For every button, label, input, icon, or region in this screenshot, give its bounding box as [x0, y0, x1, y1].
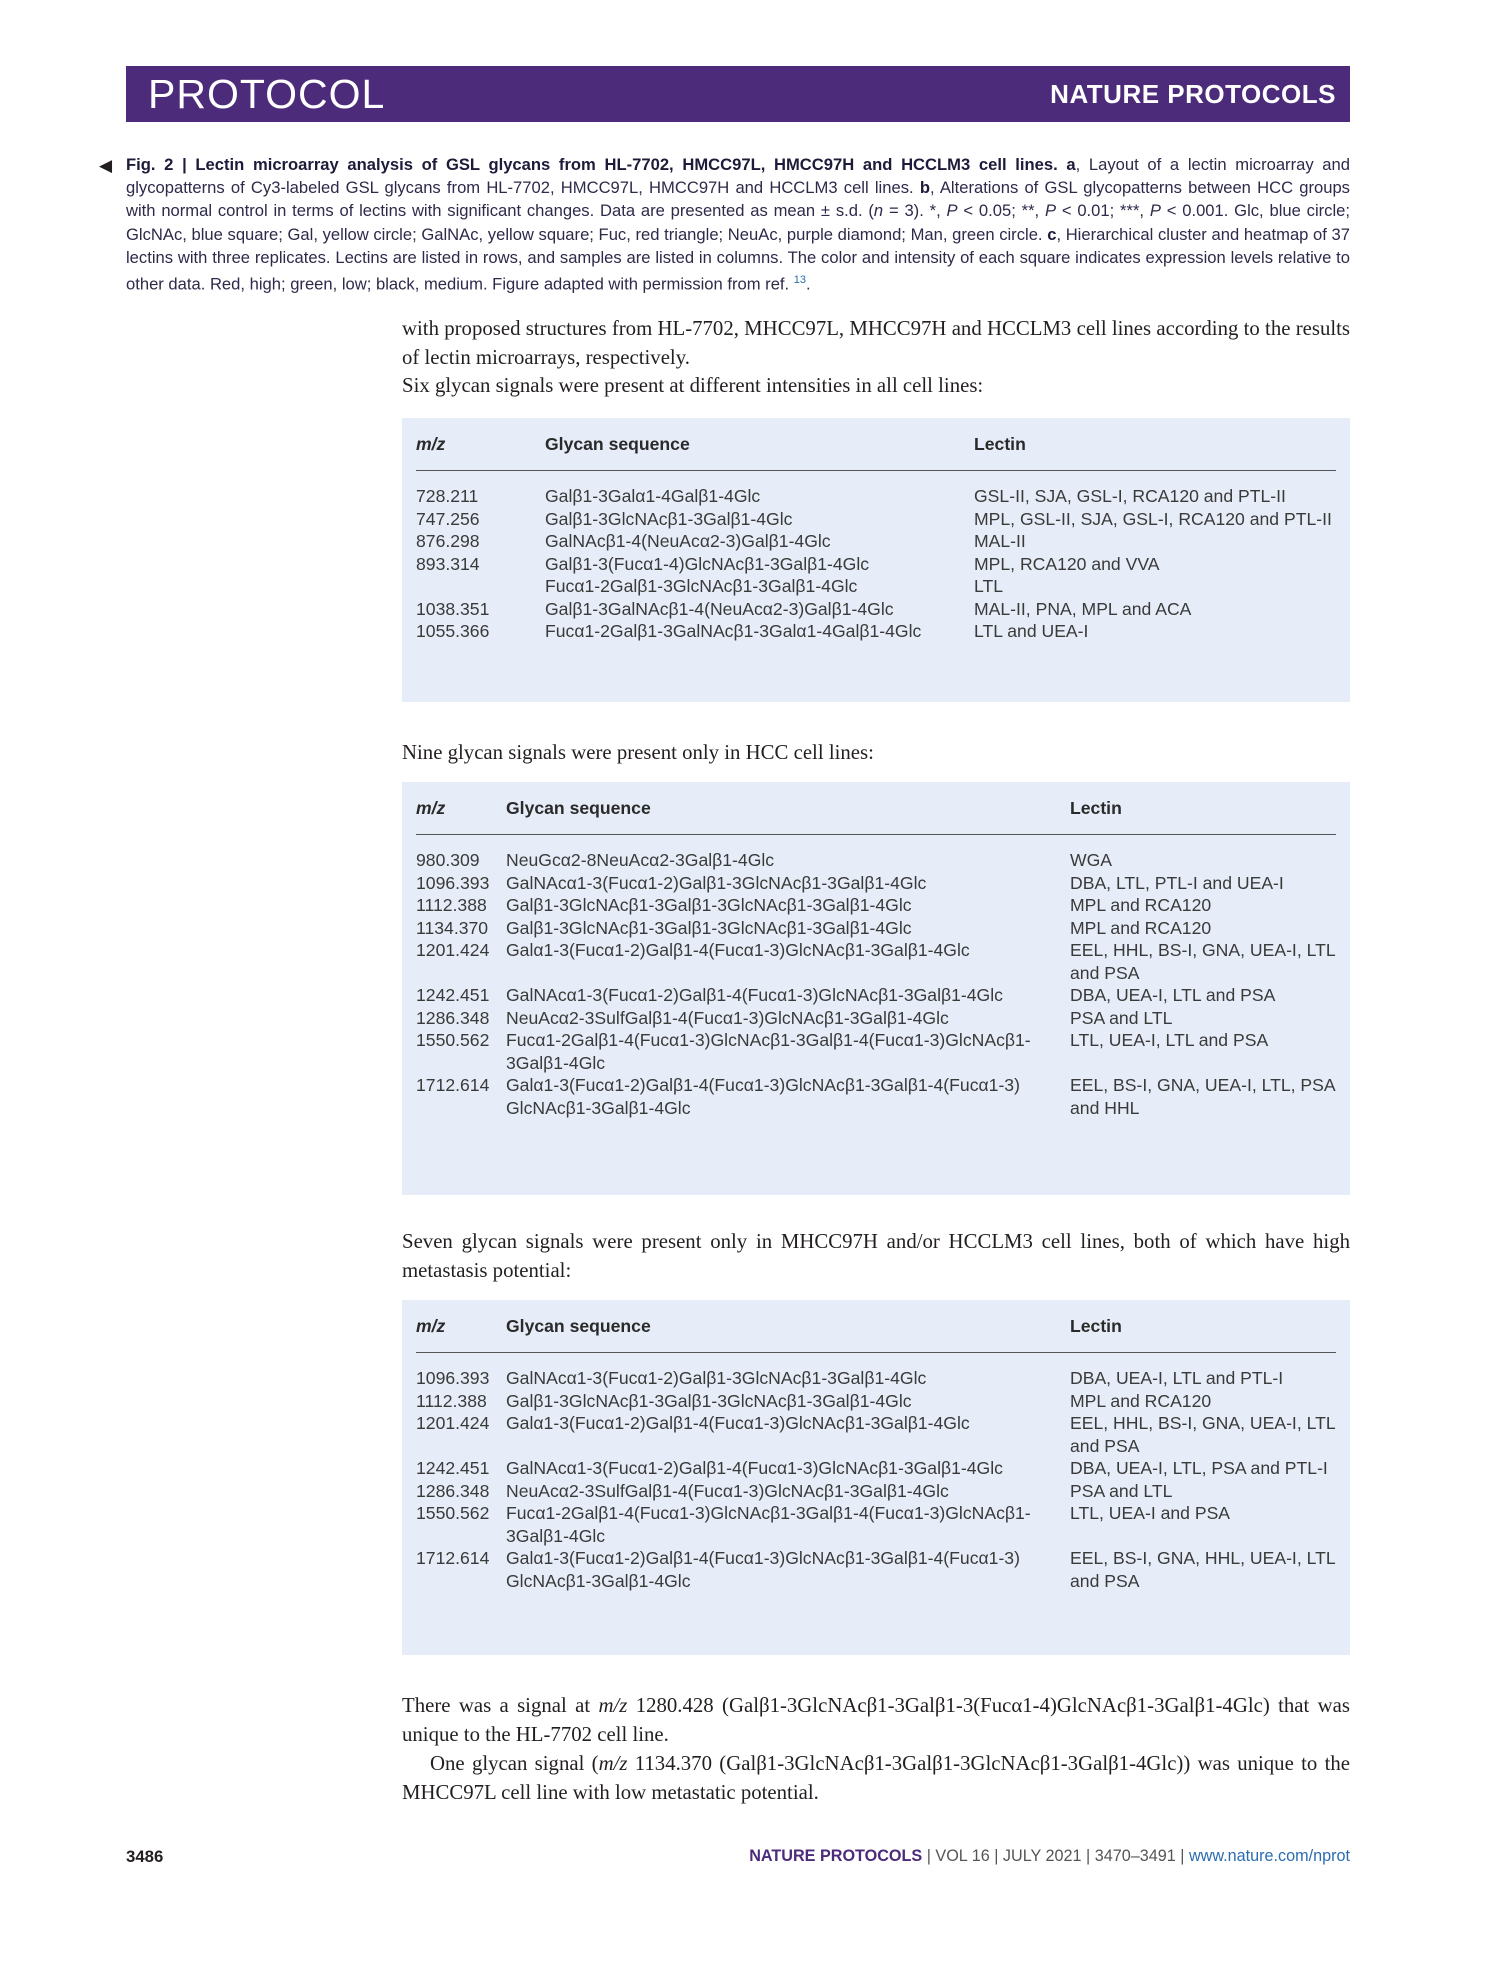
journal-url-link[interactable]: www.nature.com/nprot	[1188, 1847, 1350, 1865]
col-header-sequence: Glycan sequence	[545, 418, 974, 471]
table-row: 1712.614 Galα1-3(Fucα1-2)Galβ1-4(Fucα1-3)GlcNAcβ1-3Galβ1-4(Fucα1-3) GlcNAcβ1-3Galβ1-4Glc EEL, BS-I, GNA, UEA-I, LTL, PSA and HHL	[416, 1075, 1335, 1118]
table-row: 747.256 Galβ1-3GlcNAcβ1-3Galβ1-4Glc MPL, GSL-II, SJA, GSL-I, RCA120 and PTL-II	[416, 508, 1332, 529]
caption-arrow-icon: ◀	[99, 156, 113, 175]
table-row: 1550.562 Fucα1-2Galβ1-4(Fucα1-3)GlcNAcβ1-3Galβ1-4(Fucα1-3)GlcNAcβ1-3Galβ1-4Glc LTL, UEA-I, LTL and PSA	[416, 1030, 1269, 1073]
reference-link[interactable]: 13	[793, 274, 807, 287]
table-row: 1286.348 NeuAcα2-3SulfGalβ1-4(Fucα1-3)GlcNAcβ1-3Galβ1-4Glc PSA and LTL	[416, 1007, 1173, 1028]
table-row: 1055.366 Fucα1-2Galβ1-3GalNAcβ1-3Galα1-4Galβ1-4Glc LTL and UEA-I	[416, 621, 1089, 641]
table-row: 1096.393 GalNAcα1-3(Fucα1-2)Galβ1-3GlcNAcβ1-3Galβ1-4Glc DBA, UEA-I, LTL and PTL-I	[416, 1368, 1284, 1388]
table-row: 1550.562 Fucα1-2Galβ1-4(Fucα1-3)GlcNAcβ1-3Galβ1-4(Fucα1-3)GlcNAcβ1-3Galβ1-4Glc LTL, UEA-I and PSA	[416, 1503, 1231, 1546]
journal-name: NATURE PROTOCOLS	[1050, 78, 1336, 109]
table-hcc-cell-lines	[402, 782, 1350, 1195]
table-row: 1112.388 Galβ1-3GlcNAcβ1-3Galβ1-3GlcNAcβ1-3Galβ1-4Glc MPL and RCA120	[416, 1390, 1212, 1411]
table-row: 1242.451 GalNAcα1-3(Fucα1-2)Galβ1-4(Fucα1-3)GlcNAcβ1-3Galβ1-4Glc DBA, UEA-I, LTL and PSA	[416, 985, 1276, 1005]
table-metastatic-cell-lines	[402, 1300, 1350, 1655]
table-all-cell-lines	[402, 418, 1350, 702]
table-row: 1201.424 Galα1-3(Fucα1-2)Galβ1-4(Fucα1-3)GlcNAcβ1-3Galβ1-4Glc EEL, HHL, BS-I, GNA, UEA-I, LTL and PSA	[416, 940, 1335, 983]
footer-citation: NATURE PROTOCOLS | VOL 16 | JULY 2021 | 3470–3491 | www.nature.com/nprot	[749, 1847, 1350, 1865]
col-header-lectin: Lectin	[1070, 782, 1336, 835]
col-header-sequence: Glycan sequence	[506, 782, 1070, 835]
col-header-lectin: Lectin	[974, 418, 1336, 471]
body-paragraph-6: One glycan signal (m/z 1134.370 (Galβ1-3GlcNAcβ1-3Galβ1-3GlcNAcβ1-3Galβ1-4Glc)) was unique to the MHCC97L cell line with low metastatic potential.	[402, 1752, 1350, 1804]
figure-caption: ◀ Fig. 2 | Lectin microarray analysis of GSL glycans from HL-7702, HMCC97L, HMCC97H and HCCLM3 cell lines. a, Layout of a lectin microarray and glycopatterns of Cy3-labeled GSL glycans from HL-7702, HMCC97L, HMCC97H and HCCLM3 cell lines. b, Alterations of GSL glycopatterns between HCC groups with normal control in terms of lectins with significant changes. Data are presented as mean ± s.d. (n = 3). *, P < 0.05; **, P < 0.01; ***, P < 0.001. Glc, blue circle; GlcNAc, blue square; Gal, yellow circle; GalNAc, yellow square; Fuc, red triangle; NeuAc, purple diamond; Man, green circle. c, Hierarchical cluster and heatmap of 37 lectins with three replicates. Lectins are listed in rows, and samples are listed in columns. The color and intensity of each square indicates expression levels relative to other data. Red, high; green, low; black, medium. Figure adapted with permission from ref. $^{13}$.	[99, 155, 1350, 294]
body-paragraph-1: with proposed structures from HL-7702, MHCC97L, MHCC97H and HCCLM3 cell lines according to the results of lectin microarrays, respectively. Six glycan signals were present at different intensities in all cell lines:	[402, 315, 1350, 401]
body-paragraph-3: Nine glycan signals were present only in HCC cell lines:	[402, 741, 874, 764]
table-row: 1286.348 NeuAcα2-3SulfGalβ1-4(Fucα1-3)GlcNAcβ1-3Galβ1-4Glc PSA and LTL	[416, 1480, 1173, 1501]
col-header-mz: m/z	[416, 782, 506, 835]
col-header-sequence: Glycan sequence	[506, 1300, 1070, 1353]
col-header-mz: m/z	[416, 1300, 506, 1353]
col-header-mz: m/z	[416, 418, 545, 471]
table-row: 728.211 Galβ1-3Galα1-4Galβ1-4Glc GSL-II, SJA, GSL-I, RCA120 and PTL-II	[416, 486, 1286, 506]
table-row: 893.314 Galβ1-3(Fucα1-4)GlcNAcβ1-3Galβ1-4Glc MPL, RCA120 and VVA	[416, 553, 1160, 574]
table-row: 1242.451 GalNAcα1-3(Fucα1-2)Galβ1-4(Fucα1-3)GlcNAcβ1-3Galβ1-4Glc DBA, UEA-I, LTL, PSA and PTL-I	[416, 1458, 1328, 1478]
page-number: 3486	[126, 1847, 164, 1866]
table-row: 1038.351 Galβ1-3GalNAcβ1-4(NeuAcα2-3)Galβ1-4Glc MAL-II, PNA, MPL and ACA	[416, 598, 1192, 619]
table-row: 1112.388 Galβ1-3GlcNAcβ1-3Galβ1-3GlcNAcβ1-3Galβ1-4Glc MPL and RCA120	[416, 895, 1212, 915]
header-banner	[126, 66, 1350, 122]
table-row: Fucα1-2Galβ1-3GlcNAcβ1-3Galβ1-4Glc LTL	[545, 576, 1004, 596]
body-paragraph-4: Seven glycan signals were present only in MHCC97H and/or HCCLM3 cell lines, both of which have high metastasis potential:	[402, 1230, 1350, 1282]
table-row: 1712.614 Galα1-3(Fucα1-2)Galβ1-4(Fucα1-3)GlcNAcβ1-3Galβ1-4(Fucα1-3) GlcNAcβ1-3Galβ1-4Glc EEL, BS-I, GNA, HHL, UEA-I, LTL and PSA	[416, 1548, 1335, 1591]
table-row: 980.309 NeuGcα2-8NeuAcα2-3Galβ1-4Glc WGA	[416, 850, 1113, 870]
table-row: 1201.424 Galα1-3(Fucα1-2)Galβ1-4(Fucα1-3)GlcNAcβ1-3Galβ1-4Glc EEL, HHL, BS-I, GNA, UEA-I, LTL and PSA	[416, 1413, 1335, 1456]
col-header-lectin: Lectin	[1070, 1300, 1336, 1353]
table-row: 1134.370 Galβ1-3GlcNAcβ1-3Galβ1-3GlcNAcβ1-3Galβ1-4Glc MPL and RCA120	[416, 917, 1212, 938]
table-row: 876.298 GalNAcβ1-4(NeuAcα2-3)Galβ1-4Glc MAL-II	[416, 531, 1026, 551]
body-paragraph-5: There was a signal at m/z 1280.428 (Galβ1-3GlcNAcβ1-3Galβ1-3(Fucα1-4)GlcNAcβ1-3Galβ1-4Glc) that was unique to the HL-7702 cell line.	[402, 1694, 1350, 1746]
section-label: PROTOCOL	[148, 70, 386, 117]
body-paragraph-2: Six glycan signals were present at different intensities in all cell lines:	[402, 374, 984, 397]
caption-title: Fig. 2 | Lectin microarray analysis of GSL glycans from HL-7702, HMCC97L, HMCC97H and HCCLM3 cell lines.	[126, 155, 1058, 174]
table-row: 1096.393 GalNAcα1-3(Fucα1-2)Galβ1-3GlcNAcβ1-3Galβ1-4Glc DBA, LTL, PTL-I and UEA-I	[416, 872, 1284, 893]
